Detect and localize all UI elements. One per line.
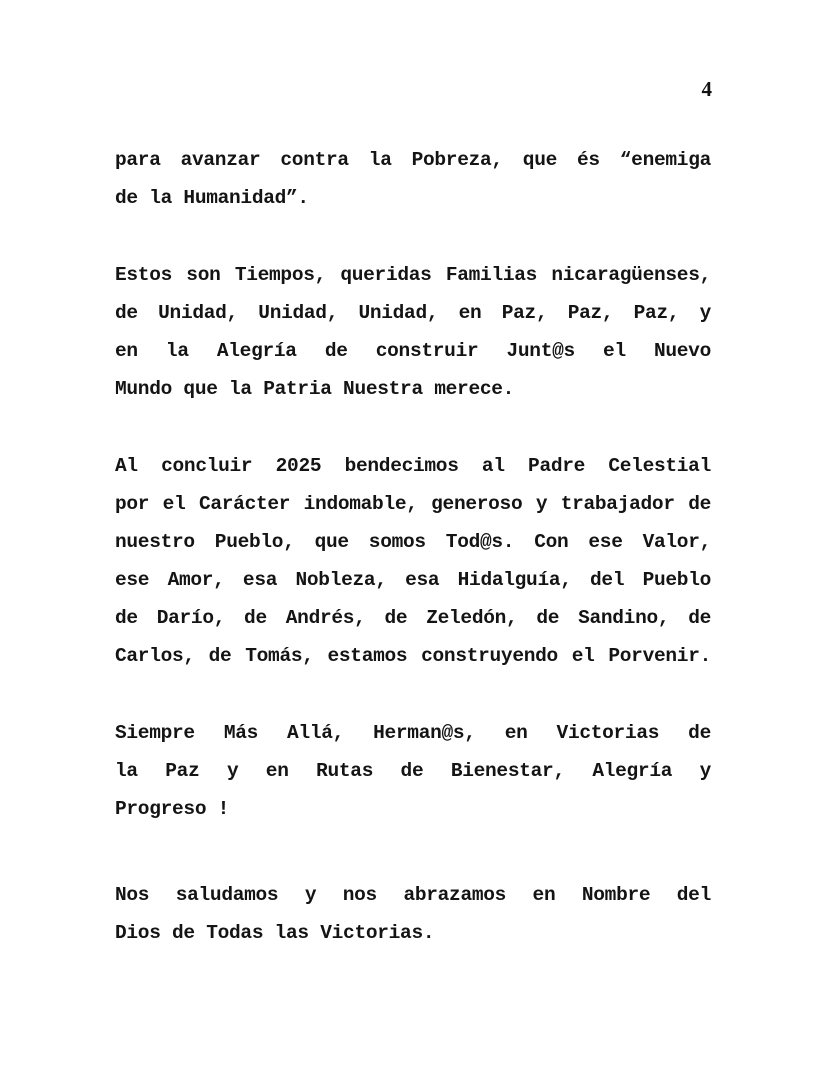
text-line: Al concluir 2025 bendecimos al Padre Celestial xyxy=(115,455,711,477)
text-line: nuestro Pueblo, que somos Tod@s. Con ese Valor, xyxy=(115,531,711,553)
text-line: Carlos, de Tomás, estamos construyendo el Porvenir. xyxy=(115,645,711,667)
text-line: Nos saludamos y nos abrazamos en Nombre del xyxy=(115,884,711,906)
text-line: Mundo que la Patria Nuestra merece. xyxy=(115,378,515,400)
text-line: Estos son Tiempos, queridas Familias nicaragüenses, xyxy=(115,264,711,286)
text-line: de Darío, de Andrés, de Zeledón, de Sandino, de xyxy=(115,607,711,629)
text-line: para avanzar contra la Pobreza, que és “enemiga xyxy=(115,149,711,171)
text-line: Dios de Todas las Victorias. xyxy=(115,922,435,944)
page-number: 4 xyxy=(701,77,712,101)
text-line: Progreso ! xyxy=(115,798,230,820)
text-line: Siempre Más Allá, Herman@s, en Victorias de xyxy=(115,722,711,744)
text-line: de la Humanidad”. xyxy=(115,187,309,209)
text-line: la Paz y en Rutas de Bienestar, Alegría y xyxy=(115,760,711,782)
text-line: por el Carácter indomable, generoso y trabajador de xyxy=(115,493,711,515)
text-line: ese Amor, esa Nobleza, esa Hidalguía, del Pueblo xyxy=(115,569,711,591)
text-line: de Unidad, Unidad, Unidad, en Paz, Paz, Paz, y xyxy=(115,302,711,324)
text-line: en la Alegría de construir Junt@s el Nuevo xyxy=(115,340,711,362)
